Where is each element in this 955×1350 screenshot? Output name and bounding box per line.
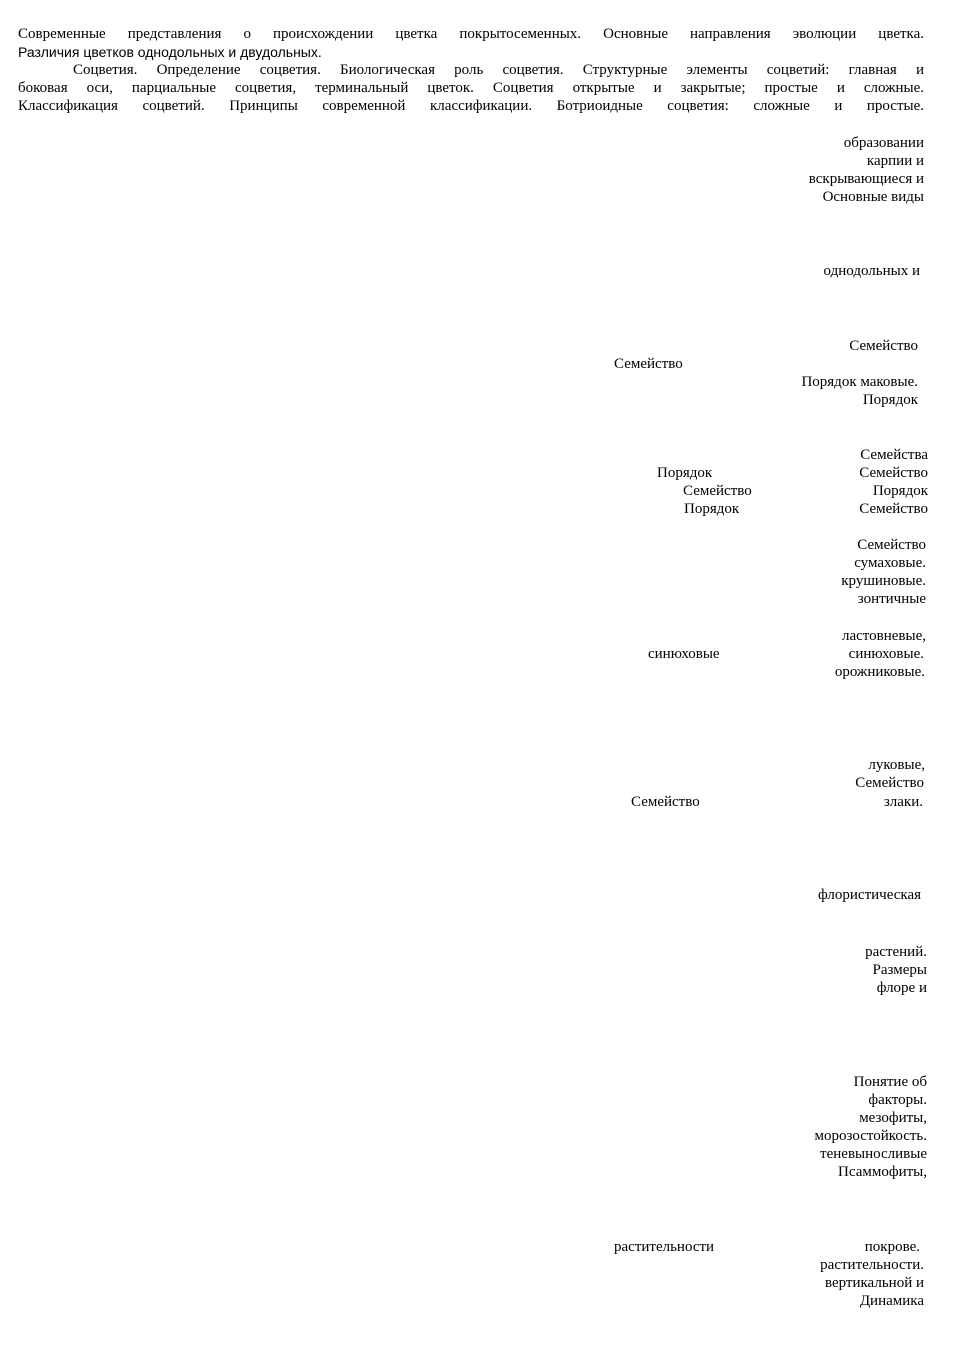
text-fragment: Основные виды	[822, 189, 924, 205]
text-fragment: растительности	[614, 1239, 715, 1255]
text-fragment: мезофиты,	[859, 1110, 927, 1126]
text-fragment: вскрывающиеся и	[808, 171, 924, 187]
text-fragment: Порядок	[684, 501, 740, 517]
text-fragment: ластовневые,	[842, 628, 926, 644]
text-fragment: покрове.	[864, 1239, 920, 1255]
text-fragment: Семейство	[855, 775, 924, 791]
text-fragment: луковые,	[868, 757, 925, 773]
paragraph-line: Соцветия. Определение соцветия. Биологическая роль соцветия. Структурные элементы соцветий: главная и	[73, 62, 924, 78]
text-fragment: Псаммофиты,	[838, 1164, 927, 1180]
text-fragment: орожниковые.	[834, 664, 925, 680]
paragraph-flower-evolution	[18, 25, 924, 61]
text-fragment: теневыносливые	[820, 1146, 927, 1162]
text-fragment: Семейство	[859, 465, 928, 481]
paragraph-line: Современные представления о происхождении цветка покрытосеменных. Основные направления эволюции цветка.	[18, 26, 924, 42]
text-fragment: растительности.	[820, 1257, 924, 1273]
text-fragment: растений.	[865, 944, 927, 960]
text-fragment: образовании	[843, 135, 924, 151]
paragraph-line: боковая оси, парциальные соцветия, терминальный цветок. Соцветия открытые и закрытые; простые и сложные.	[18, 80, 924, 96]
text-fragment: Порядок маковые.	[801, 374, 918, 390]
text-fragment: Размеры	[872, 962, 927, 978]
text-fragment: зонтичные	[857, 591, 926, 607]
text-fragment: Семейства	[860, 447, 928, 463]
text-fragment: карпии и	[866, 153, 924, 169]
text-fragment: Динамика	[859, 1293, 924, 1309]
text-fragment: факторы.	[868, 1092, 927, 1108]
text-fragment: Семейство	[859, 501, 928, 517]
text-fragment: крушиновые.	[841, 573, 926, 589]
text-fragment: Семейство	[614, 356, 683, 372]
text-fragment: флоре и	[876, 980, 927, 996]
paragraph-line: Классификация соцветий. Принципы современной классификации. Ботриоидные соцветия: сложные и простые.	[18, 98, 924, 114]
paragraph-inflorescences	[18, 61, 924, 115]
text-fragment: злаки.	[883, 794, 923, 810]
text-fragment: Порядок	[657, 465, 713, 481]
text-fragment: синюховые	[648, 646, 720, 662]
text-fragment: синюховые.	[848, 646, 924, 662]
text-fragment: Семейство	[849, 338, 918, 354]
text-fragment: Понятие об	[853, 1074, 927, 1090]
paragraph-line: Различия цветков однодольных и двудольных.	[18, 44, 322, 60]
text-fragment: Семейство	[631, 794, 700, 810]
text-fragment: вертикальной и	[824, 1275, 924, 1291]
text-fragment: флористическая	[818, 887, 921, 903]
text-fragment: Порядок	[862, 392, 918, 408]
text-fragment: морозостойкость.	[814, 1128, 927, 1144]
text-fragment: Семейство	[683, 483, 752, 499]
text-fragment: однодольных и	[823, 263, 920, 279]
text-fragment: сумаховые.	[854, 555, 926, 571]
text-fragment: Порядок	[872, 483, 928, 499]
text-fragment: Семейство	[857, 537, 926, 553]
